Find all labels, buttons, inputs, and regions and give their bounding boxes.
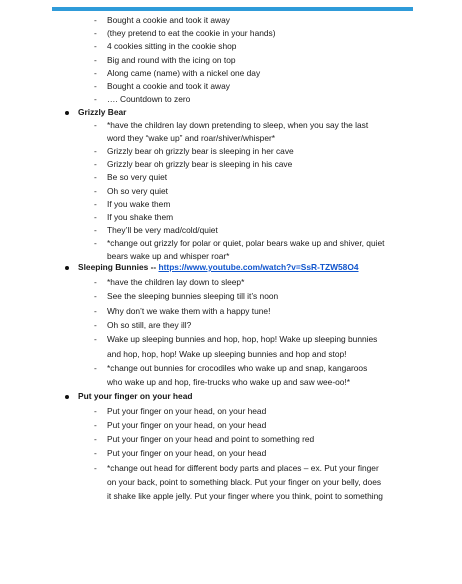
list-item: *have the children lay down pretending to sleep, when you say the last — [107, 120, 369, 130]
list-dash: - — [94, 405, 97, 416]
list-item: Big and round with the icing on top — [107, 54, 236, 65]
list-dash: - — [94, 185, 97, 196]
list-dash: - — [94, 212, 97, 222]
list-item: Put your finger on your head, on your head — [107, 405, 267, 416]
section-heading-grizzly: Grizzly Bear — [78, 107, 127, 117]
list-item: Bought a cookie and took it away — [107, 81, 230, 91]
list-dash: - — [94, 54, 97, 65]
section-bullet — [65, 395, 69, 399]
list-dash: - — [94, 319, 97, 330]
list-item: *have the children lay down to sleep* — [107, 277, 245, 287]
list-item: *change out bunnies for crocodiles who wake up and snap, kangaroos — [107, 362, 368, 373]
list-item: Along came (name) with a nickel one day — [107, 67, 261, 78]
list-item: Be so very quiet — [107, 172, 168, 183]
list-item: (they pretend to eat the cookie in your hands) — [107, 28, 276, 39]
list-dash: - — [94, 198, 97, 209]
list-item: If you shake them — [107, 212, 174, 222]
section-bullet — [65, 266, 69, 270]
list-dash: - — [94, 434, 97, 445]
list-dash: - — [94, 334, 97, 345]
list-item: on your back, point to something black. Put your finger on your belly, does — [107, 477, 382, 487]
list-item: If you wake them — [107, 198, 171, 209]
list-item: Put your finger on your head, on your head — [107, 419, 267, 430]
list-item: word they “wake up” and roar/shiver/whisper* — [107, 132, 276, 143]
list-dash: - — [94, 120, 97, 130]
list-item: bears wake up and whisper roar* — [107, 251, 230, 262]
list-item: Put your finger on your head and point to something red — [107, 434, 315, 445]
list-dash: - — [94, 15, 97, 25]
list-dash: - — [94, 159, 97, 170]
list-item: *change out head for different body parts and places – ex. Put your finger — [107, 462, 379, 473]
list-item: Why don’t we wake them with a happy tune! — [107, 305, 271, 316]
list-dash: - — [94, 462, 97, 473]
list-dash: - — [94, 94, 97, 105]
list-item: Wake up sleeping bunnies and hop, hop, hop! Wake up sleeping bunnies — [107, 334, 378, 345]
list-item: and hop, hop, hop! Wake up sleeping bunnies and hop and stop! — [107, 348, 347, 359]
list-item: *change out grizzly for polar or quiet, polar bears wake up and shiver, quiet — [107, 238, 385, 249]
list-item: …. Countdown to zero — [107, 94, 191, 105]
list-dash: - — [94, 67, 97, 78]
list-dash: - — [94, 448, 97, 459]
top-accent-bar — [52, 7, 413, 11]
list-dash: - — [94, 238, 97, 249]
list-dash: - — [94, 225, 97, 236]
list-dash: - — [94, 146, 97, 156]
list-dash: - — [94, 291, 97, 302]
list-dash: - — [94, 419, 97, 430]
section-heading-finger: Put your finger on your head — [78, 391, 193, 401]
list-item: See the sleeping bunnies sleeping till it’s noon — [107, 291, 279, 302]
list-item: it shake like apple jelly. Put your finger where you think, point to something — [107, 491, 383, 502]
list-dash: - — [94, 81, 97, 91]
list-item: 4 cookies sitting in the cookie shop — [107, 41, 237, 52]
list-item: Grizzly bear oh grizzly bear is sleeping in her cave — [107, 146, 294, 156]
list-item: They’ll be very mad/cold/quiet — [107, 225, 218, 236]
list-item: Oh so very quiet — [107, 185, 168, 196]
list-dash: - — [94, 277, 97, 287]
list-item: Grizzly bear oh grizzly bear is sleeping in his cave — [107, 159, 293, 170]
list-dash: - — [94, 172, 97, 183]
list-dash: - — [94, 41, 97, 52]
video-link[interactable]: https://www.youtube.com/watch?v=SsR-TZW58O4 — [158, 262, 359, 272]
list-dash: - — [94, 305, 97, 316]
list-item: Bought a cookie and took it away — [107, 15, 230, 25]
list-item: who wake up and hop, fire-trucks who wake up and saw wee-oo!* — [107, 377, 351, 388]
list-item: Put your finger on your head, on your head — [107, 448, 267, 459]
list-dash: - — [94, 362, 97, 373]
section-bullet — [65, 111, 69, 115]
list-dash: - — [94, 28, 97, 39]
list-item: Oh so still, are they ill? — [107, 319, 192, 330]
section-heading-bunnies: Sleeping Bunnies -- https://www.youtube.com/watch?v=SsR-TZW58O4 — [78, 262, 359, 272]
